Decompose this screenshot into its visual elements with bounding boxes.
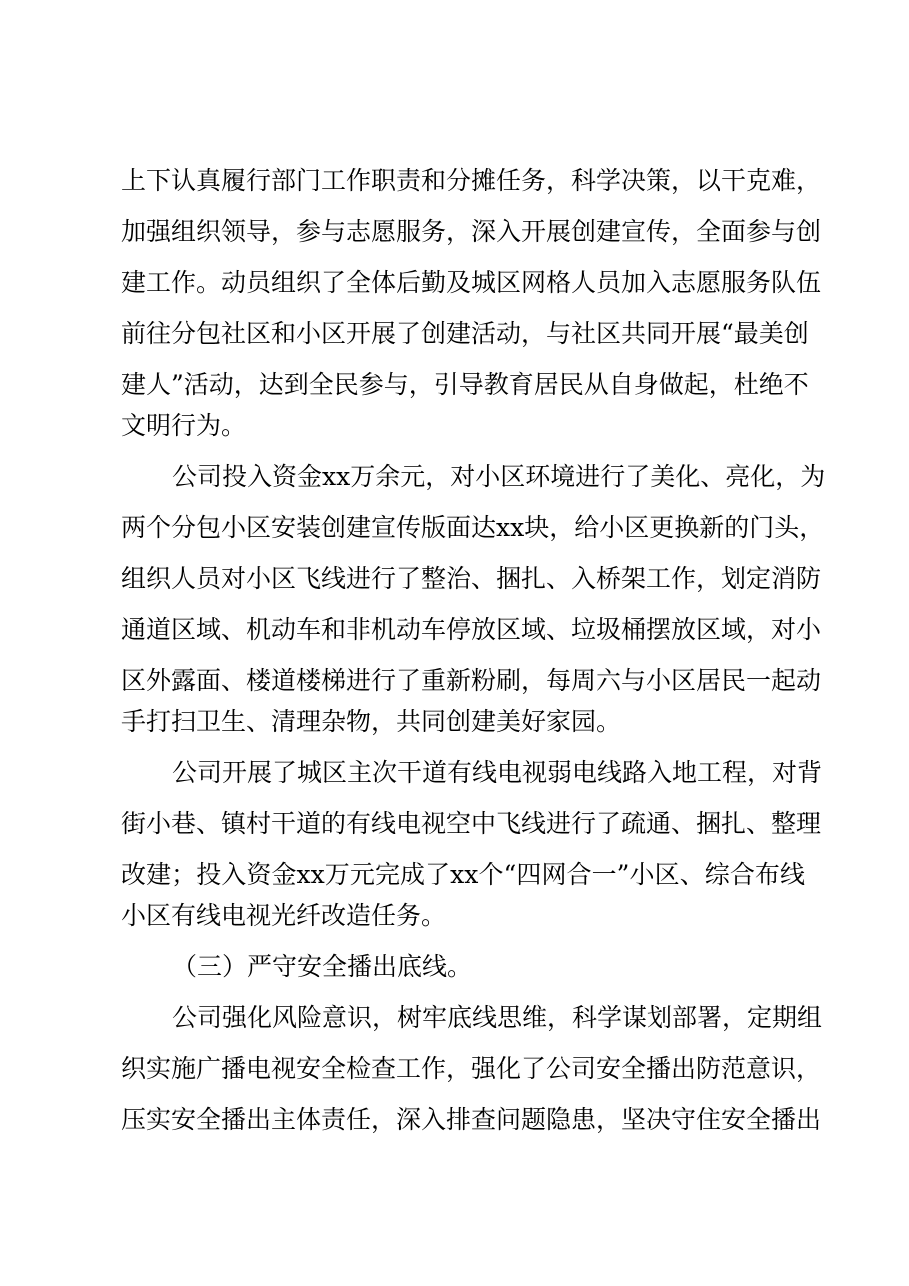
paragraph-1-line-4: 前往分包社区和小区开展了创建活动，与社区共同开展“最美创 bbox=[121, 319, 809, 348]
paragraph-2-line-3: 组织人员对小区飞线进行了整治、捆扎、入桥架工作，划定消防 bbox=[121, 564, 822, 593]
paragraph-1-line-3: 建工作。动员组织了全体后勤及城区网格人员加入志愿服务队伍 bbox=[121, 268, 822, 297]
paragraph-2-line-6: 手打扫卫生、清理杂物，共同创建美好家园。 bbox=[121, 707, 622, 736]
paragraph-3-line-2: 街小巷、镇村干道的有线电视空中飞线进行了疏通、捆扎、整理 bbox=[121, 809, 822, 838]
paragraph-2-line-2: 两个分包小区安装创建宣传版面达xx块，给小区更换新的门头， bbox=[121, 513, 825, 542]
paragraph-4-line-2: 织实施广播电视安全检查工作，强化了公司安全播出防范意识， bbox=[121, 1054, 822, 1083]
paragraph-4-line-1: 公司强化风险意识，树牢底线思维，科学谋划部署，定期组 bbox=[172, 1003, 823, 1032]
paragraph-3-line-3: 改建；投入资金xx万元完成了xx个“四网合一”小区、综合布线 bbox=[121, 860, 805, 889]
paragraph-2-line-1: 公司投入资金xx万余元，对小区环境进行了美化、亮化，为 bbox=[172, 462, 826, 491]
paragraph-1-line-5: 建人”活动，达到全民参与，引导教育居民从自身做起，杜绝不 bbox=[121, 370, 809, 399]
paragraph-2-line-5: 区外露面、楼道楼梯进行了重新粉刷，每周六与小区居民一起动 bbox=[121, 666, 822, 695]
paragraph-1-line-6: 文明行为。 bbox=[121, 411, 247, 440]
paragraph-4-line-3: 压实安全播出主体责任，深入排查问题隐患，坚决守住安全播出 bbox=[121, 1105, 822, 1134]
paragraph-2-line-4: 通道区域、机动车和非机动车停放区域、垃圾桶摆放区域，对小 bbox=[121, 615, 822, 644]
paragraph-1-line-2: 加强组织领导，参与志愿服务，深入开展创建宣传，全面参与创 bbox=[121, 217, 822, 246]
paragraph-3-line-1: 公司开展了城区主次干道有线电视弱电线路入地工程，对背 bbox=[172, 758, 823, 787]
paragraph-3-line-4: 小区有线电视光纤改造任务。 bbox=[121, 901, 447, 930]
section-heading: （三）严守安全播出底线。 bbox=[172, 952, 473, 981]
paragraph-1-line-1: 上下认真履行部门工作职责和分摊任务，科学决策，以干克难， bbox=[121, 166, 822, 195]
